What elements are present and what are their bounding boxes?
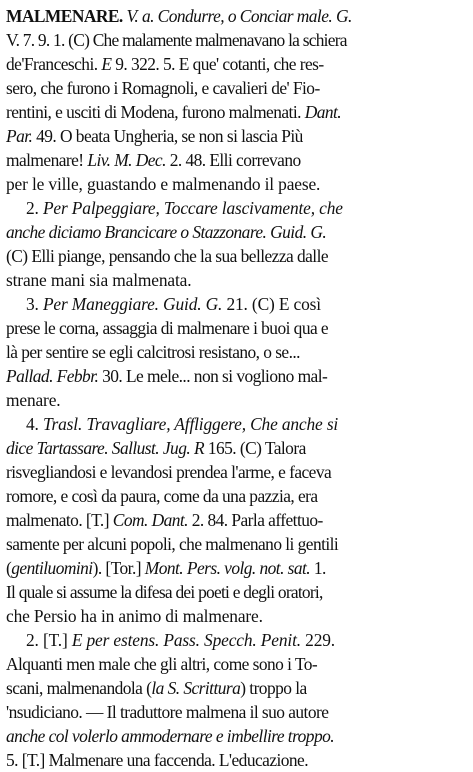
text-run: malmenare! <box>6 150 88 170</box>
text-run: 2. [T.] <box>26 630 72 650</box>
sense-line <box>6 364 468 388</box>
sense-line <box>6 532 468 556</box>
sense-line <box>6 748 468 772</box>
sense-line <box>6 388 468 412</box>
text-run: 1. <box>310 558 326 578</box>
sense-line <box>6 340 468 364</box>
sense-line <box>6 724 468 748</box>
text-run: 4. <box>26 414 43 434</box>
text-run: anche diciamo Brancicare o Stazzonare. Guid. G. <box>6 222 327 242</box>
sense-line <box>6 556 468 580</box>
text-run: de'Franceschi. <box>6 54 102 74</box>
text-run: gentiluomini <box>11 558 93 578</box>
text-run: la S. Scrittura <box>151 678 241 698</box>
text-run: romore, e così da paura, come da una pazzia, era <box>6 486 318 506</box>
sense-line <box>26 412 468 436</box>
text-run: scani, malmenandola ( <box>6 678 152 698</box>
sense-line <box>6 460 468 484</box>
text-run: Pallad. Febbr. <box>6 366 99 386</box>
text-run: Par. <box>6 126 33 146</box>
text-run: (C) Elli piange, pensando che la sua bellezza dalle <box>6 246 329 266</box>
text-run: E <box>101 54 112 74</box>
entry-line <box>6 76 468 100</box>
text-run: 2. <box>26 198 43 218</box>
sense-line <box>6 700 468 724</box>
text-run: ) troppo la <box>240 678 307 698</box>
sense-line <box>6 580 468 604</box>
entry-line <box>6 28 468 52</box>
text-run: strane mani sia malmenata. <box>6 270 192 290</box>
entry-line <box>6 148 468 172</box>
text-run: Com. Dant. <box>112 510 188 530</box>
text-run: 2. 84. Parla affettuo- <box>187 510 323 530</box>
text-run: 5. [T.] Malmenare una faccenda. L'educazione. <box>6 750 309 770</box>
text-run: per le ville, guastando e malmenando il paese. <box>6 174 321 194</box>
sense-line <box>6 220 468 244</box>
sense-line <box>6 244 468 268</box>
text-run: E per estens. Pass. Specch. Penit. <box>71 630 301 650</box>
sense-line <box>26 628 468 652</box>
entry-line <box>6 100 468 124</box>
text-run: Dant. <box>304 102 342 122</box>
entry-line <box>6 52 468 76</box>
sense-line <box>6 604 468 628</box>
sense-line <box>6 508 468 532</box>
text-run: sero, che furono i Romagnoli, e cavalieri de' Fio- <box>6 78 320 98</box>
text-run: V. a. Condurre, o Conciar male. G. <box>122 6 352 26</box>
text-run: 49. O beata Ungheria, se non si lascia Più <box>32 126 303 146</box>
text-run: anche col volerlo ammodernare e imbellire troppo. <box>6 726 335 746</box>
text-run: V. 7. 9. 1. (C) Che malamente malmenavano la schiera <box>6 30 347 50</box>
text-run: Il quale si assume la difesa dei poeti e degli oratori, <box>6 582 323 602</box>
entry-line <box>6 4 468 28</box>
dictionary-column <box>6 4 468 770</box>
entry-line <box>6 124 468 148</box>
text-run: ). [Tor.] <box>92 558 145 578</box>
sense-line <box>6 316 468 340</box>
sense-line <box>6 676 468 700</box>
sense-line <box>6 484 468 508</box>
text-run: 165. (C) Talora <box>204 438 306 458</box>
text-run: Liv. M. Dec. <box>87 150 166 170</box>
sense-line <box>6 268 468 292</box>
text-run: 9. 322. 5. E que' cotanti, che res- <box>111 54 324 74</box>
text-run: 229. <box>300 630 335 650</box>
text-run: Mont. Pers. volg. not. sat. <box>144 558 311 578</box>
text-run: Alquanti men male che gli altri, come sono i To- <box>6 654 318 674</box>
text-run: Trasl. Travagliare, Affliggere, Che anche si <box>42 414 339 434</box>
text-run: là per sentire se egli calcitrosi resistano, o se... <box>6 342 300 362</box>
text-run: 3. <box>26 294 43 314</box>
text-run: MALMENARE. <box>6 6 123 26</box>
sense-line <box>6 436 468 460</box>
text-run: dice Tartassare. Sallust. Jug. R <box>6 438 205 458</box>
text-run: ( <box>6 558 12 578</box>
text-run: malmenato. [T.] <box>6 510 113 530</box>
text-run: prese le corna, assaggia di malmenare i buoi qua e <box>6 318 329 338</box>
text-run: 21. (C) E così <box>222 294 321 314</box>
sense-line <box>6 652 468 676</box>
sense-line <box>26 292 468 316</box>
sense-line <box>26 196 468 220</box>
text-run: samente per alcuni popoli, che malmenano li gentili <box>6 534 339 554</box>
text-run: 'nsudiciano. — Il traduttore malmena il suo autore <box>6 702 329 722</box>
text-run: 2. 48. Elli correvano <box>165 150 301 170</box>
entry-line <box>6 172 468 196</box>
text-run: rentini, e usciti di Modena, furono malmenati. <box>6 102 305 122</box>
text-run: menare. <box>6 390 61 410</box>
text-run: risvegliandosi e levandosi prendea l'arme, e faceva <box>6 462 332 482</box>
text-run: Per Maneggiare. Guid. G. <box>42 294 223 314</box>
text-run: Per Palpeggiare, Toccare lascivamente, che <box>42 198 343 218</box>
text-run: che Persio ha in animo di malmenare. <box>6 606 263 626</box>
text-run: 30. Le mele... non si vogliono mal- <box>98 366 328 386</box>
